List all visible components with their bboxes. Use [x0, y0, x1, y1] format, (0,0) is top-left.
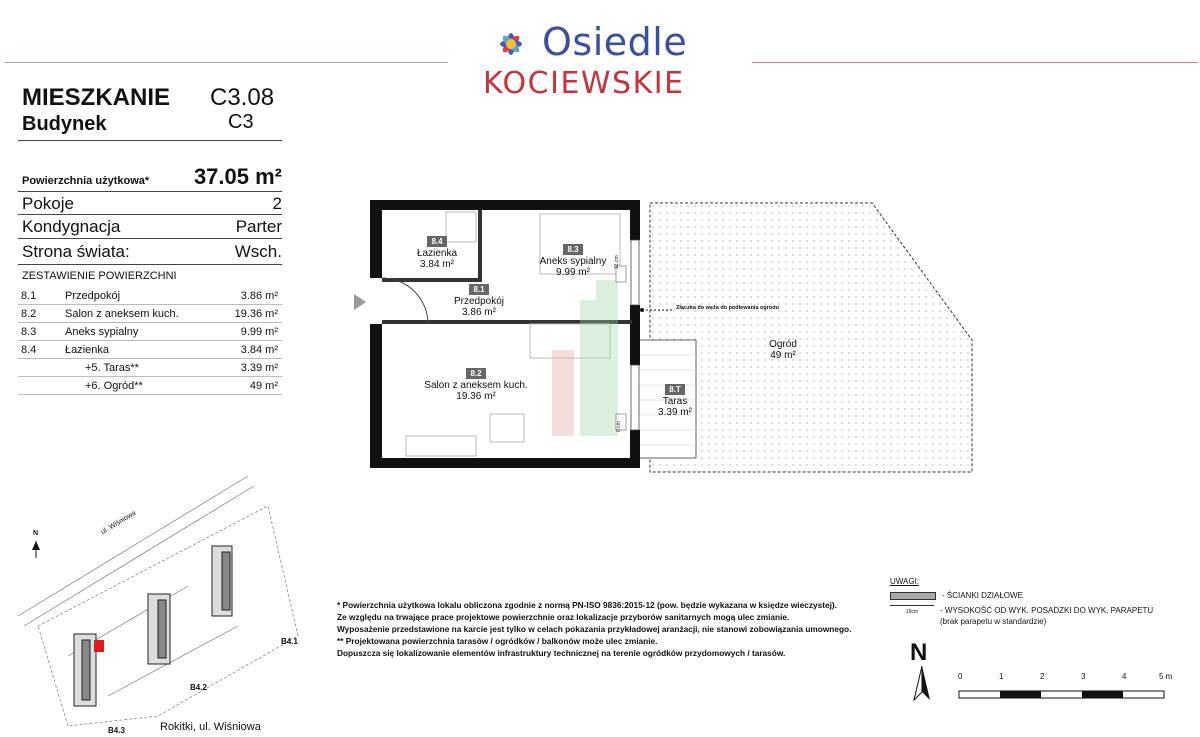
building-label: Budynek: [22, 113, 107, 135]
rule-usable: [18, 191, 282, 192]
building-code: C3: [228, 111, 254, 133]
row-area: 3.84 m²: [240, 343, 278, 356]
site-map: [8, 466, 308, 736]
rule-floor: [18, 238, 282, 239]
brand-name-bottom: KOCIEWSKIE: [483, 66, 685, 101]
sill-height-icon: [890, 605, 934, 618]
garden-label: [748, 339, 818, 361]
table-row: [18, 377, 282, 395]
usable-area-label: Powierzchnia użytkowa*: [22, 175, 150, 187]
room-label-bathroom: [402, 236, 472, 270]
legend: [890, 576, 1153, 627]
row-area: 9.99 m²: [240, 325, 278, 338]
rule-rooms: [18, 214, 282, 215]
sill-label-2: 0 cm: [616, 421, 622, 432]
table-row: [18, 359, 282, 377]
row-name: Aneks sypialny: [65, 325, 139, 338]
room-label-living: [414, 368, 538, 402]
legend-sill-line1: - WYSOKOŚĆ OD WYK. POSADZKI DO WYK. PARAPETU: [940, 606, 1154, 615]
room-tag: 8.1: [469, 284, 488, 295]
floor-label: Kondygnacja: [22, 217, 121, 236]
legend-walls: - ŚCIANKI DZIAŁOWE: [942, 591, 1023, 600]
room-label-hall: [440, 284, 518, 318]
room-tag: 8.2: [466, 368, 485, 379]
footnote-line: Ze względu na trwające prace projektowe powierzchnie oraz lokalizacje przyborów sanitarnych mogą ulec zmianie.: [337, 612, 790, 622]
floor-row: [22, 217, 282, 237]
east-wall-bottom: [630, 430, 640, 468]
area-table: [18, 287, 282, 395]
row-name: Przedpokój: [65, 289, 121, 302]
usable-area-row: [22, 164, 282, 190]
table: [490, 414, 524, 442]
partition-wall-icon: [890, 592, 936, 600]
rooms-value: 2: [272, 194, 282, 213]
room-area: 3.86 m²: [462, 307, 496, 318]
water-tap-icon: [640, 308, 644, 312]
table-row: [18, 305, 282, 323]
floor-plan: [350, 190, 980, 480]
scale-bar: [958, 690, 1178, 700]
garden-note: Złączka do węża do podlewania ogrodu: [676, 305, 779, 311]
room-name: Łazienka: [416, 248, 458, 259]
floor-value: Parter: [235, 217, 282, 236]
rooms-label: Pokoje: [22, 194, 74, 213]
site-north-arrow-icon: [32, 541, 40, 558]
scale-tick: 4: [1122, 672, 1127, 681]
scale-tick: 0: [958, 672, 963, 681]
usable-area-value: 37.05 m²: [193, 164, 282, 189]
street-label: ul. Wiśniowa: [100, 509, 138, 537]
garden-name: Ogród: [769, 339, 797, 350]
row-no: 8.4: [21, 343, 37, 356]
site-map-caption: Rokitki, ul. Wiśniowa: [160, 721, 261, 733]
building-label-b41: B4.1: [281, 637, 298, 646]
room-tag: 8.4: [427, 236, 446, 247]
table-row: [18, 287, 282, 305]
row-name: +5. Taras**: [85, 361, 139, 374]
footnote-line: Wyposażenie przedstawione na karcie jest tylko w celach pokazania przykładowej aranżacji, nie stanowi zobowiązania umownego.: [337, 624, 852, 634]
room-name: Salon z aneksem kuch.: [424, 380, 528, 391]
sill-label-1: 16 cm: [614, 255, 620, 269]
apartment-highlight: [94, 640, 104, 652]
room-area: 9.99 m²: [556, 267, 590, 278]
title-rule: [18, 140, 282, 141]
header-line-left: [5, 62, 448, 63]
rule-orientation: [18, 264, 282, 265]
room-label-sleeping: [532, 244, 614, 278]
north-label: N: [910, 639, 928, 666]
orientation-label: Strona świata:: [22, 242, 130, 261]
scale-tick: 3: [1081, 672, 1086, 681]
orientation-value: Wsch.: [234, 242, 282, 261]
row-name: +6. Ogród**: [85, 379, 143, 392]
entrance-door: [382, 278, 428, 324]
row-area: 19.36 m²: [234, 307, 278, 320]
room-tag: 8.T: [665, 384, 685, 395]
kitchen-counter: [406, 436, 476, 456]
row-name: Salon z aneksem kuch.: [65, 307, 179, 320]
apartment-label: MIESZKANIE: [22, 84, 171, 111]
table-row: [18, 341, 282, 359]
row-no: 8.2: [21, 307, 37, 320]
north-arrow-icon: [912, 666, 932, 702]
legend-sill-sample: 15cm: [905, 609, 919, 615]
scale-tick: 1: [999, 672, 1004, 681]
scale-tick: 5 m: [1159, 672, 1173, 681]
footnote-line: Dopuszcza się lokalizowanie elementów infrastruktury technicznej na terenie ogródków przydomowych / tarasów.: [337, 648, 786, 658]
row-area: 49 m²: [249, 379, 278, 392]
area-table-title: ZESTAWIENIE POWIERZCHNI: [22, 270, 177, 282]
room-name: Aneks sypialny: [539, 256, 607, 267]
brand-name-top: Osiedle: [542, 20, 688, 64]
footnotes: [337, 599, 897, 659]
flower-logo-icon: [485, 22, 537, 66]
room-name: Przedpokój: [453, 296, 505, 307]
room-tag: 8.3: [563, 244, 582, 255]
footnote-line: * Powierzchnia użytkowa lokalu obliczona zgodnie z normą PN-ISO 9836:2015-12 (pow. będzie wykazana w księdze wieczystej).: [337, 600, 837, 610]
row-area: 3.86 m²: [240, 289, 278, 302]
building-label-b43: B4.3: [108, 726, 125, 735]
footnote-line: ** Projektowana powierzchnia tarasów / ogródków / balkonów może ulec zmianie.: [337, 636, 658, 646]
building-label-b42: B4.2: [190, 683, 207, 692]
row-area: 3.39 m²: [240, 361, 278, 374]
rooms-row: [22, 194, 282, 214]
room-area: 19.36 m²: [456, 391, 496, 402]
room-label-terrace: [646, 384, 704, 418]
row-no: 8.3: [21, 325, 37, 338]
scale-tick: 2: [1040, 672, 1045, 681]
window-east-1: [631, 240, 639, 305]
garden-area: 49 m²: [770, 350, 796, 361]
garden-area: [650, 203, 972, 472]
site-north-label: N: [33, 530, 39, 537]
room-area: 3.84 m²: [420, 259, 454, 270]
row-name: Łazienka: [65, 343, 110, 356]
legend-title: UWAGI:: [890, 577, 920, 586]
room-area: 3.39 m²: [658, 407, 692, 418]
inner-wall-bath: [478, 210, 482, 282]
table-row: [18, 323, 282, 341]
apartment-code: C3.08: [210, 84, 275, 111]
east-wall-mid: [630, 305, 640, 365]
watermark-logo: [552, 280, 618, 436]
entrance-arrow-icon: [354, 294, 366, 310]
header-line-right: [752, 62, 1198, 63]
orientation-row: [22, 242, 282, 262]
window-east-2: [631, 365, 639, 430]
room-name: Taras: [662, 396, 688, 407]
row-no: 8.1: [21, 289, 37, 302]
legend-sill-line2: (brak parapetu w standardzie): [940, 617, 1047, 626]
east-wall-top: [630, 200, 640, 240]
